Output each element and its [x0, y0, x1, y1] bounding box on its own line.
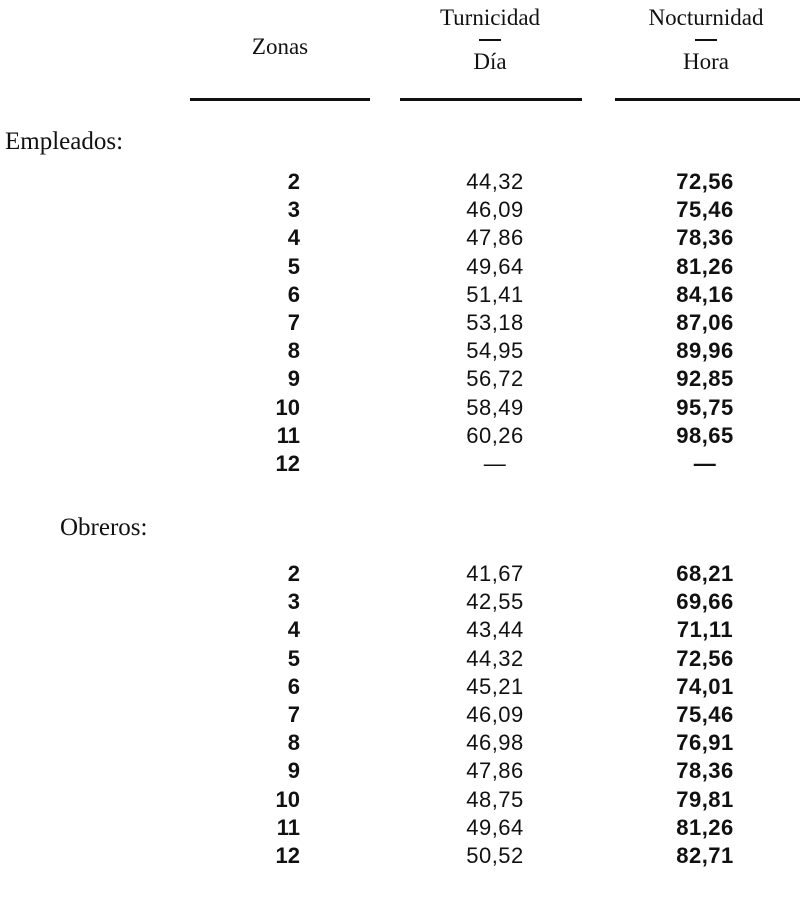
turnicidad-cell: 56,72: [466, 366, 524, 392]
nocturnidad-cell: 78,36: [676, 758, 734, 784]
zona-cell: 2: [287, 561, 300, 586]
section-empleados-label: Empleados:: [5, 128, 124, 155]
table-row: [0, 168, 802, 196]
zona-cell: 6: [287, 281, 300, 307]
section-obreros-label: Obreros:: [60, 514, 148, 541]
turnicidad-cell: 53,18: [466, 309, 524, 335]
nocturnidad-cell: 82,71: [676, 842, 734, 868]
header-turnicidad: [398, 5, 582, 75]
table-row: [0, 616, 802, 644]
zona-cell: 6: [287, 673, 300, 699]
header-rule-nocturnidad: [615, 98, 800, 101]
nocturnidad-cell: 79,81: [676, 786, 734, 812]
header-zonas: Zonas: [251, 34, 309, 59]
zona-cell: 5: [287, 253, 300, 279]
nocturnidad-cell: 74,01: [676, 673, 734, 699]
turnicidad-cell: 51,41: [466, 281, 524, 307]
header-nocturnidad-title: Nocturnidad: [648, 5, 764, 30]
nocturnidad-cell: 68,21: [676, 561, 734, 586]
turnicidad-cell: 42,55: [466, 589, 524, 615]
nocturnidad-cell: 92,85: [676, 366, 734, 392]
table-row: [0, 253, 802, 281]
zona-cell: 7: [287, 701, 300, 727]
turnicidad-cell: 49,64: [466, 814, 524, 840]
nocturnidad-cell: 81,26: [676, 253, 734, 279]
nocturnidad-cell: 71,11: [676, 617, 734, 643]
table-row: [0, 588, 802, 616]
table-row: [0, 645, 802, 673]
turnicidad-cell: 49,64: [466, 253, 524, 279]
turnicidad-cell: 60,26: [466, 422, 524, 448]
header-nocturnidad: [612, 5, 800, 75]
nocturnidad-cell: 84,16: [676, 281, 734, 307]
zona-cell: 9: [287, 758, 300, 784]
turnicidad-cell: 58,49: [466, 394, 524, 420]
zona-cell: 5: [287, 645, 300, 671]
table-row: [0, 450, 802, 478]
turnicidad-cell: 50,52: [466, 842, 524, 868]
table-row: [0, 814, 802, 842]
table-row: [0, 701, 802, 729]
nocturnidad-cell: 87,06: [676, 309, 734, 335]
table-row: [0, 673, 802, 701]
zona-cell: 8: [287, 338, 300, 364]
header-turnicidad-unit: Día: [473, 49, 507, 74]
table-row: [0, 224, 802, 252]
zona-cell: 3: [287, 197, 300, 223]
nocturnidad-cell: —: [693, 450, 717, 476]
turnicidad-cell: 41,67: [466, 561, 524, 586]
zona-cell: 4: [287, 225, 300, 251]
zona-cell: 12: [275, 842, 300, 868]
zona-cell: 7: [287, 309, 300, 335]
header-turnicidad-title: Turnicidad: [439, 5, 541, 30]
turnicidad-cell: 46,09: [466, 701, 524, 727]
header-nocturnidad-unit: Hora: [683, 49, 729, 74]
zona-cell: 10: [275, 394, 300, 420]
header-rule-turnicidad: [400, 98, 582, 101]
nocturnidad-cell: 76,91: [676, 730, 734, 756]
table-row: [0, 842, 802, 870]
table-row: [0, 309, 802, 337]
table-obreros: [0, 560, 802, 870]
table-row: [0, 196, 802, 224]
turnicidad-cell: 46,09: [466, 197, 524, 223]
table-row: [0, 394, 802, 422]
zona-cell: 2: [287, 169, 300, 194]
nocturnidad-cell: 69,66: [676, 589, 734, 615]
turnicidad-cell: 45,21: [466, 673, 524, 699]
nocturnidad-cell: 72,56: [676, 645, 734, 671]
nocturnidad-cell: 75,46: [676, 701, 734, 727]
header-turnicidad-dash: [398, 31, 582, 49]
table-row: [0, 560, 802, 588]
nocturnidad-cell: 72,56: [676, 169, 734, 194]
turnicidad-cell: 46,98: [466, 730, 524, 756]
table-row: [0, 729, 802, 757]
zona-cell: 12: [275, 450, 300, 476]
nocturnidad-cell: 81,26: [676, 814, 734, 840]
table-row: [0, 786, 802, 814]
nocturnidad-cell: 89,96: [676, 338, 734, 364]
table-empleados: [0, 168, 802, 478]
nocturnidad-cell: 78,36: [676, 225, 734, 251]
zona-cell: 10: [275, 786, 300, 812]
zona-cell: 8: [287, 730, 300, 756]
turnicidad-cell: 48,75: [466, 786, 524, 812]
zona-cell: 3: [287, 589, 300, 615]
header-rule-zonas: [190, 98, 370, 101]
zona-cell: 11: [276, 422, 300, 448]
table-row: [0, 337, 802, 365]
nocturnidad-cell: 75,46: [676, 197, 734, 223]
turnicidad-cell: 47,86: [466, 225, 524, 251]
header-nocturnidad-dash: [612, 31, 800, 49]
zona-cell: 4: [287, 617, 300, 643]
turnicidad-cell: —: [483, 450, 507, 476]
table-row: [0, 281, 802, 309]
table-row: [0, 422, 802, 450]
turnicidad-cell: 44,32: [466, 645, 524, 671]
nocturnidad-cell: 98,65: [676, 422, 734, 448]
turnicidad-cell: 43,44: [466, 617, 524, 643]
nocturnidad-cell: 95,75: [676, 394, 734, 420]
turnicidad-cell: 54,95: [466, 338, 524, 364]
zona-cell: 11: [276, 814, 300, 840]
zona-cell: 9: [287, 366, 300, 392]
table-row: [0, 757, 802, 785]
turnicidad-cell: 47,86: [466, 758, 524, 784]
turnicidad-cell: 44,32: [466, 169, 524, 194]
table-row: [0, 365, 802, 393]
